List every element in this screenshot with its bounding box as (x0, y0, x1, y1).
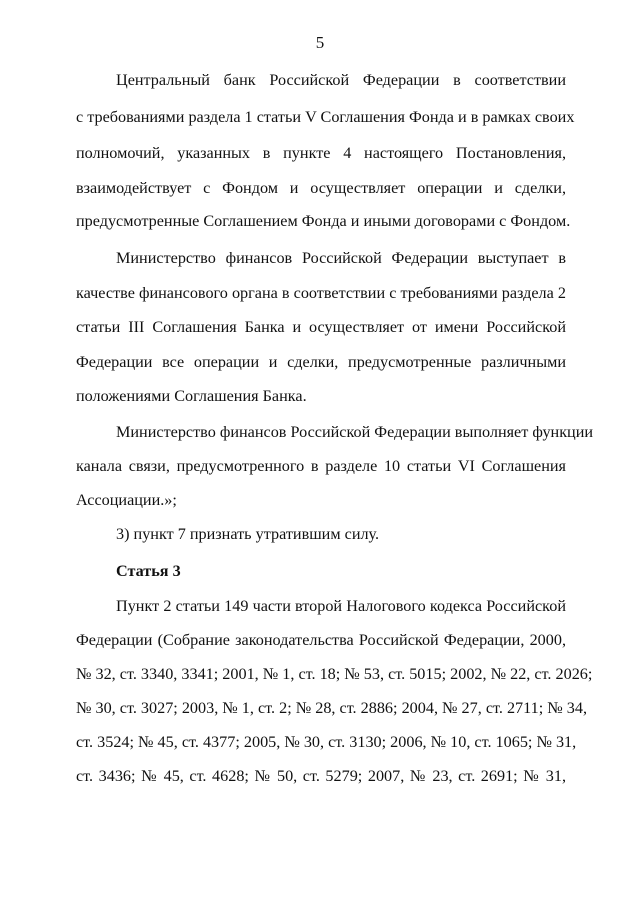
text-line: Федерации (Собрание законодательства Российской Федерации, 2000, (76, 631, 566, 649)
text-line: Ассоциации.»; (76, 491, 177, 509)
text-line: положениями Соглашения Банка. (76, 387, 307, 405)
text-line: качестве финансового органа в соответствии с требованиями раздела 2 (76, 284, 566, 302)
text-line: 3) пункт 7 признать утратившим силу. (116, 525, 380, 543)
text-line: статьи III Соглашения Банка и осуществляет от имени Российской (76, 318, 566, 336)
page-number: 5 (315, 33, 325, 52)
text-line: Пункт 2 статьи 149 части второй Налогового кодекса Российской (116, 597, 566, 615)
section-heading: Статья 3 (116, 562, 181, 580)
text-line: ст. 3524; № 45, ст. 4377; 2005, № 30, ст. 3130; 2006, № 10, ст. 1065; № 31, (76, 733, 577, 751)
text-line: взаимодействует с Фондом и осуществляет операции и сделки, (76, 179, 566, 197)
text-line: ст. 3436; № 45, ст. 4628; № 50, ст. 5279; 2007, № 23, ст. 2691; № 31, (76, 767, 566, 785)
text-line: Центральный банк Российской Федерации в соответствии (116, 71, 566, 89)
text-line: канала связи, предусмотренного в разделе 10 статьи VI Соглашения (76, 457, 566, 475)
text-line: № 30, ст. 3027; 2003, № 1, ст. 2; № 28, ст. 2886; 2004, № 27, ст. 2711; № 34, (76, 699, 587, 717)
text-line: Федерации все операции и сделки, предусмотренные различными (76, 353, 566, 371)
text-line: полномочий, указанных в пункте 4 настоящего Постановления, (76, 144, 566, 162)
text-line: Министерство финансов Российской Федерации выступает в (116, 249, 566, 267)
text-line: № 32, ст. 3340, 3341; 2001, № 1, ст. 18; № 53, ст. 5015; 2002, № 22, ст. 2026; (76, 665, 593, 683)
text-line: с требованиями раздела 1 статьи V Соглашения Фонда и в рамках своих (76, 108, 575, 126)
text-line: Министерство финансов Российской Федерации выполняет функции (116, 423, 594, 441)
text-line: предусмотренные Соглашением Фонда и иными договорами с Фондом. (76, 212, 571, 230)
